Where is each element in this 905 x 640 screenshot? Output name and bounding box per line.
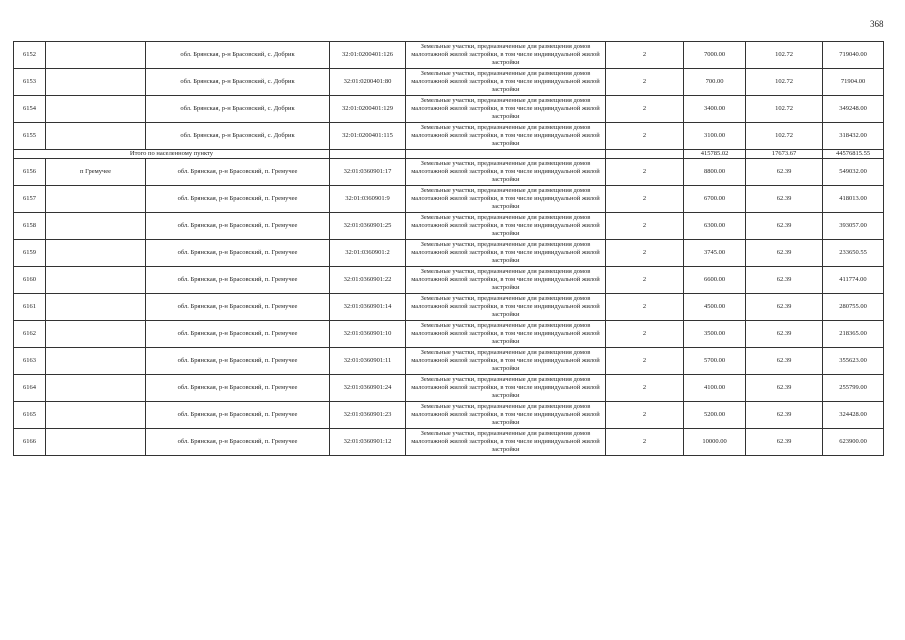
address-cell: обл. Брянская, р-н Брасовский, п. Гремучее [146, 348, 330, 375]
settlement-total-label: Итого по населенному пункту [14, 150, 330, 159]
row-number: 6152 [14, 42, 46, 69]
group-cell: 2 [606, 123, 684, 150]
table-row [14, 42, 884, 69]
land-use-cell: Земельные участки, предназначенные для размещения домов малоэтажной жилой застройки, в том числе индивидуальной жилой застройки [406, 429, 606, 456]
row-number: 6153 [14, 69, 46, 96]
rate-cell: 62.39 [746, 294, 823, 321]
settlement-cell [46, 402, 146, 429]
cadastral-number-cell: 32:01:0360901:10 [330, 321, 406, 348]
area-cell: 8800.00 [684, 159, 746, 186]
total-rate-cell: 17673.67 [746, 150, 823, 159]
group-cell: 2 [606, 429, 684, 456]
group-cell: 2 [606, 321, 684, 348]
settlement-cell: п Гремучее [46, 159, 146, 186]
settlement-cell [46, 429, 146, 456]
cadastral-number-cell: 32:01:0200401:126 [330, 42, 406, 69]
cadastral-value-cell: 233650.55 [823, 240, 884, 267]
empty-cell [330, 150, 406, 159]
row-number: 6157 [14, 186, 46, 213]
row-number: 6158 [14, 213, 46, 240]
cadastral-value-table [13, 41, 884, 456]
cadastral-number-cell: 32:01:0200401:80 [330, 69, 406, 96]
cadastral-number-cell: 32:01:0360901:23 [330, 402, 406, 429]
address-cell: обл. Брянская, р-н Брасовский, п. Гремучее [146, 429, 330, 456]
cadastral-value-cell: 418013.00 [823, 186, 884, 213]
cadastral-value-cell: 218365.00 [823, 321, 884, 348]
table-row [14, 348, 884, 375]
address-cell: обл. Брянская, р-н Брасовский, с. Добрик [146, 96, 330, 123]
rate-cell: 102.72 [746, 42, 823, 69]
rate-cell: 62.39 [746, 186, 823, 213]
table-row [14, 186, 884, 213]
cadastral-number-cell: 32:01:0360901:12 [330, 429, 406, 456]
cadastral-value-cell: 255799.00 [823, 375, 884, 402]
address-cell: обл. Брянская, р-н Брасовский, с. Добрик [146, 42, 330, 69]
table-row [14, 240, 884, 267]
settlement-cell [46, 348, 146, 375]
rate-cell: 62.39 [746, 402, 823, 429]
settlement-cell [46, 123, 146, 150]
land-use-cell: Земельные участки, предназначенные для размещения домов малоэтажной жилой застройки, в том числе индивидуальной жилой застройки [406, 402, 606, 429]
land-use-cell: Земельные участки, предназначенные для размещения домов малоэтажной жилой застройки, в том числе индивидуальной жилой застройки [406, 123, 606, 150]
area-cell: 5200.00 [684, 402, 746, 429]
land-use-cell: Земельные участки, предназначенные для размещения домов малоэтажной жилой застройки, в том числе индивидуальной жилой застройки [406, 267, 606, 294]
table-row [14, 429, 884, 456]
row-number: 6159 [14, 240, 46, 267]
cadastral-value-cell: 318432.00 [823, 123, 884, 150]
area-cell: 7000.00 [684, 42, 746, 69]
group-cell: 2 [606, 186, 684, 213]
cadastral-value-cell: 719040.00 [823, 42, 884, 69]
row-number: 6156 [14, 159, 46, 186]
address-cell: обл. Брянская, р-н Брасовский, с. Добрик [146, 123, 330, 150]
rate-cell: 62.39 [746, 429, 823, 456]
land-use-cell: Земельные участки, предназначенные для размещения домов малоэтажной жилой застройки, в том числе индивидуальной жилой застройки [406, 96, 606, 123]
cadastral-value-cell: 393057.00 [823, 213, 884, 240]
cadastral-number-cell: 32:01:0360901:22 [330, 267, 406, 294]
settlement-cell [46, 42, 146, 69]
settlement-cell [46, 96, 146, 123]
land-use-cell: Земельные участки, предназначенные для размещения домов малоэтажной жилой застройки, в том числе индивидуальной жилой застройки [406, 186, 606, 213]
page-number: 368 [870, 19, 884, 29]
address-cell: обл. Брянская, р-н Брасовский, п. Гремучее [146, 321, 330, 348]
cadastral-number-cell: 32:01:0360901:14 [330, 294, 406, 321]
group-cell: 2 [606, 240, 684, 267]
settlement-cell [46, 375, 146, 402]
cadastral-value-cell: 324428.00 [823, 402, 884, 429]
empty-cell [406, 150, 606, 159]
settlement-cell [46, 321, 146, 348]
address-cell: обл. Брянская, р-н Брасовский, п. Гремучее [146, 294, 330, 321]
land-use-cell: Земельные участки, предназначенные для размещения домов малоэтажной жилой застройки, в том числе индивидуальной жилой застройки [406, 213, 606, 240]
area-cell: 3400.00 [684, 96, 746, 123]
group-cell: 2 [606, 159, 684, 186]
group-cell: 2 [606, 294, 684, 321]
group-cell: 2 [606, 267, 684, 294]
cadastral-number-cell: 32:01:0360901:9 [330, 186, 406, 213]
cadastral-number-cell: 32:01:0360901:17 [330, 159, 406, 186]
cadastral-value-cell: 349248.00 [823, 96, 884, 123]
settlement-cell [46, 213, 146, 240]
table-row [14, 96, 884, 123]
rate-cell: 62.39 [746, 348, 823, 375]
address-cell: обл. Брянская, р-н Брасовский, п. Гремучее [146, 240, 330, 267]
area-cell: 10000.00 [684, 429, 746, 456]
area-cell: 6300.00 [684, 213, 746, 240]
area-cell: 5700.00 [684, 348, 746, 375]
settlement-cell [46, 294, 146, 321]
area-cell: 3500.00 [684, 321, 746, 348]
group-cell: 2 [606, 213, 684, 240]
land-use-cell: Земельные участки, предназначенные для размещения домов малоэтажной жилой застройки, в том числе индивидуальной жилой застройки [406, 69, 606, 96]
cadastral-value-cell: 411774.00 [823, 267, 884, 294]
group-cell: 2 [606, 402, 684, 429]
table-row [14, 294, 884, 321]
rate-cell: 62.39 [746, 375, 823, 402]
table-row [14, 267, 884, 294]
row-number: 6161 [14, 294, 46, 321]
address-cell: обл. Брянская, р-н Брасовский, п. Гремучее [146, 213, 330, 240]
settlement-cell [46, 69, 146, 96]
cadastral-number-cell: 32:01:0360901:25 [330, 213, 406, 240]
land-use-cell: Земельные участки, предназначенные для размещения домов малоэтажной жилой застройки, в том числе индивидуальной жилой застройки [406, 240, 606, 267]
empty-cell [606, 150, 684, 159]
table-row [14, 402, 884, 429]
address-cell: обл. Брянская, р-н Брасовский, п. Гремучее [146, 267, 330, 294]
rate-cell: 102.72 [746, 123, 823, 150]
land-use-cell: Земельные участки, предназначенные для размещения домов малоэтажной жилой застройки, в том числе индивидуальной жилой застройки [406, 159, 606, 186]
land-use-cell: Земельные участки, предназначенные для размещения домов малоэтажной жилой застройки, в том числе индивидуальной жилой застройки [406, 294, 606, 321]
address-cell: обл. Брянская, р-н Брасовский, п. Гремучее [146, 186, 330, 213]
rate-cell: 62.39 [746, 240, 823, 267]
rate-cell: 62.39 [746, 213, 823, 240]
rate-cell: 62.39 [746, 159, 823, 186]
area-cell: 3745.00 [684, 240, 746, 267]
settlement-cell [46, 267, 146, 294]
group-cell: 2 [606, 375, 684, 402]
address-cell: обл. Брянская, р-н Брасовский, п. Гремучее [146, 402, 330, 429]
cadastral-value-cell: 280755.00 [823, 294, 884, 321]
address-cell: обл. Брянская, р-н Брасовский, с. Добрик [146, 69, 330, 96]
group-cell: 2 [606, 42, 684, 69]
row-number: 6162 [14, 321, 46, 348]
table-row [14, 123, 884, 150]
settlement-total-row [14, 150, 884, 159]
cadastral-number-cell: 32:01:0360901:24 [330, 375, 406, 402]
cadastral-value-cell: 623900.00 [823, 429, 884, 456]
row-number: 6154 [14, 96, 46, 123]
table-row [14, 375, 884, 402]
rate-cell: 62.39 [746, 267, 823, 294]
rate-cell: 62.39 [746, 321, 823, 348]
area-cell: 3100.00 [684, 123, 746, 150]
land-use-cell: Земельные участки, предназначенные для размещения домов малоэтажной жилой застройки, в том числе индивидуальной жилой застройки [406, 42, 606, 69]
row-number: 6155 [14, 123, 46, 150]
cadastral-value-cell: 355623.00 [823, 348, 884, 375]
table-row [14, 69, 884, 96]
land-use-cell: Земельные участки, предназначенные для размещения домов малоэтажной жилой застройки, в том числе индивидуальной жилой застройки [406, 375, 606, 402]
cadastral-number-cell: 32:01:0200401:115 [330, 123, 406, 150]
table-row [14, 213, 884, 240]
row-number: 6166 [14, 429, 46, 456]
total-area-cell: 415785.02 [684, 150, 746, 159]
cadastral-value-cell: 549032.00 [823, 159, 884, 186]
land-use-cell: Земельные участки, предназначенные для размещения домов малоэтажной жилой застройки, в том числе индивидуальной жилой застройки [406, 348, 606, 375]
cadastral-value-cell: 71904.00 [823, 69, 884, 96]
address-cell: обл. Брянская, р-н Брасовский, п. Гремучее [146, 159, 330, 186]
settlement-cell [46, 240, 146, 267]
area-cell: 4500.00 [684, 294, 746, 321]
table-row [14, 159, 884, 186]
area-cell: 4100.00 [684, 375, 746, 402]
table-row [14, 321, 884, 348]
area-cell: 6600.00 [684, 267, 746, 294]
group-cell: 2 [606, 348, 684, 375]
rate-cell: 102.72 [746, 96, 823, 123]
address-cell: обл. Брянская, р-н Брасовский, п. Гремучее [146, 375, 330, 402]
group-cell: 2 [606, 69, 684, 96]
cadastral-number-cell: 32:01:0360901:11 [330, 348, 406, 375]
row-number: 6165 [14, 402, 46, 429]
settlement-cell [46, 186, 146, 213]
row-number: 6160 [14, 267, 46, 294]
cadastral-number-cell: 32:01:0200401:129 [330, 96, 406, 123]
land-use-cell: Земельные участки, предназначенные для размещения домов малоэтажной жилой застройки, в том числе индивидуальной жилой застройки [406, 321, 606, 348]
group-cell: 2 [606, 96, 684, 123]
cadastral-number-cell: 32:01:0360901:2 [330, 240, 406, 267]
rate-cell: 102.72 [746, 69, 823, 96]
table-body [14, 42, 884, 456]
row-number: 6164 [14, 375, 46, 402]
row-number: 6163 [14, 348, 46, 375]
total-value-cell: 44576815.55 [823, 150, 884, 159]
area-cell: 700.00 [684, 69, 746, 96]
area-cell: 6700.00 [684, 186, 746, 213]
